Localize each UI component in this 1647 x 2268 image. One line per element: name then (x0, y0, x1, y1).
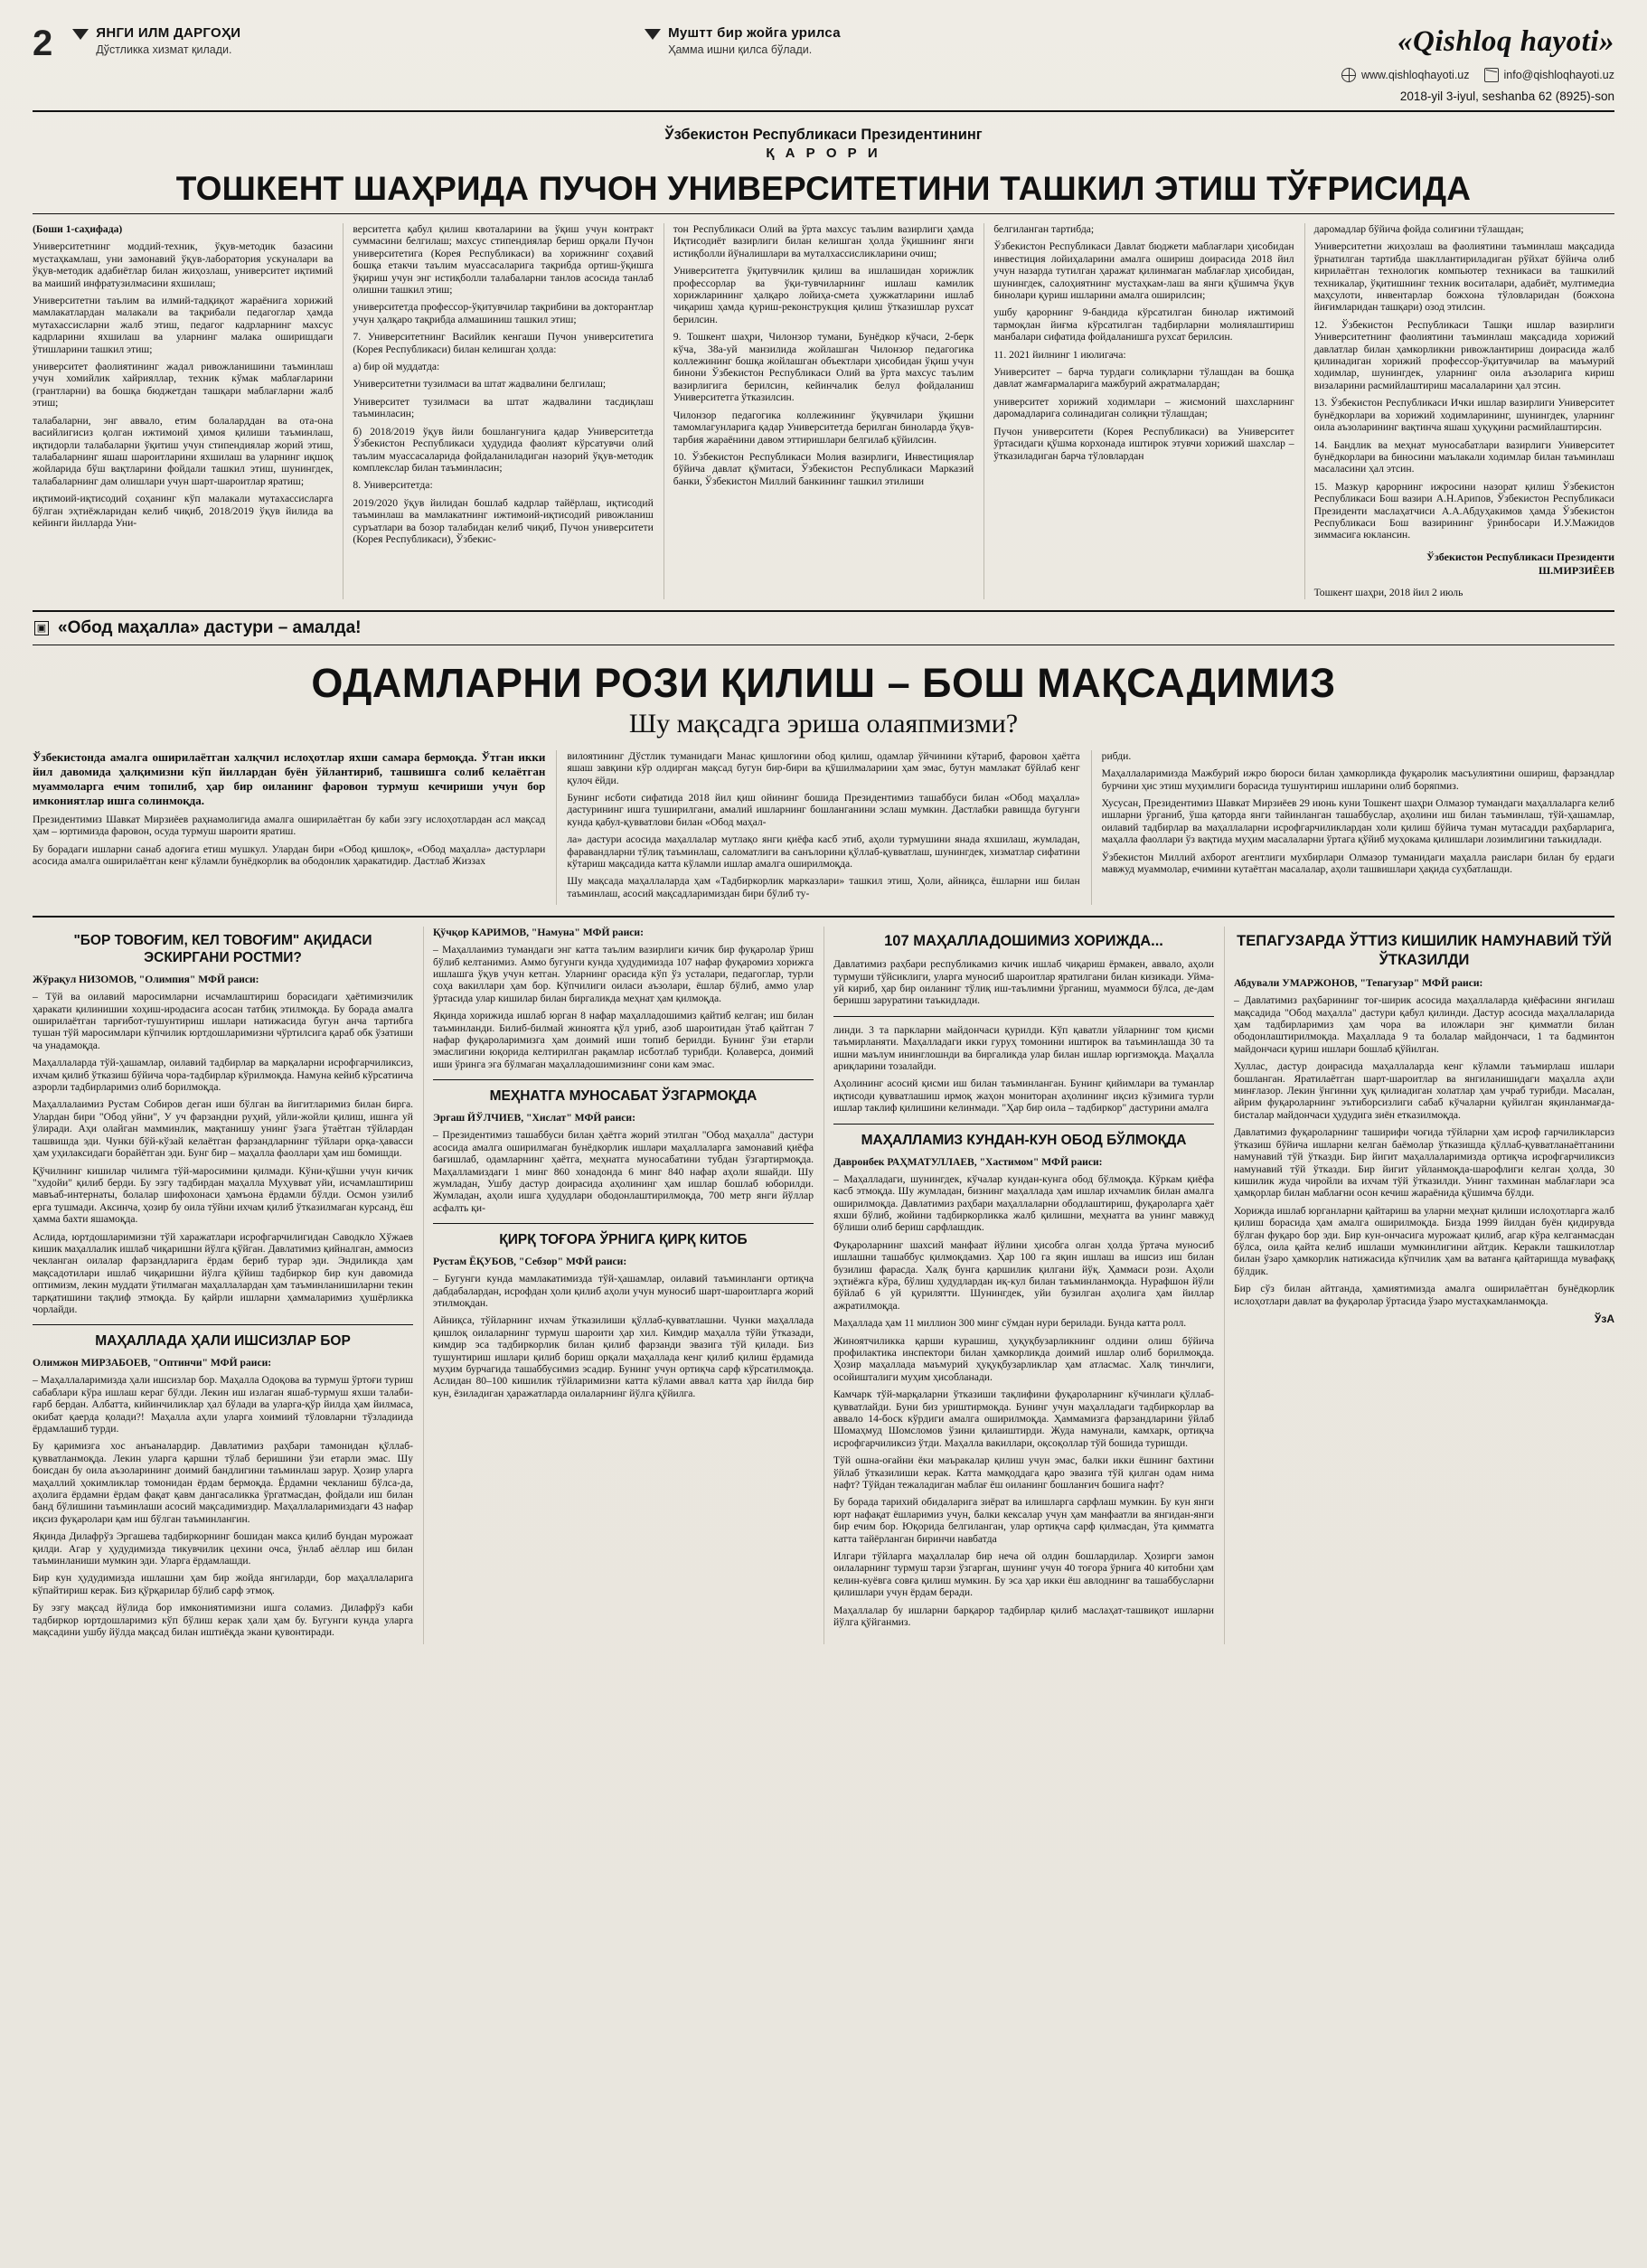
article-title: МАҲАЛЛАДА ҲАЛИ ИШСИЗЛАР БОР (95, 1333, 351, 1350)
article-byline: Абдували УМАРЖОНОВ, "Тепагузар" МФЙ раиси: (1234, 977, 1483, 990)
paragraph: Бу борадаги ишларни санаб адоғига етиш мушкул. Улардан бири «Обод қишлоқ», «Обод маҳалла» дастурлари асосида амалга оширилаётган кенг кўламли бунёдкорлик ва ободонлик ҳаракатидир. Дастлаб Жиззах (33, 842, 546, 867)
paragraph: Илгари тўйларга маҳаллалар бир неча ой олдин бошлардилар. Ҳозирги замон оилаларнинг турмуш тарзи ўзгарган, шунинг учун 40 тоғора ўрнига 40 китобни ҳам келин-куёвга совға қилиш мумкин. Бу эса ҳар икки ёш авлоднинг ва ташаббусларни қилишлари учун ёрдам беради. (833, 1550, 1214, 1599)
triangle-icon (72, 29, 89, 40)
article-byline: Рустам ЁҚУБОВ, "Себзор" МФЙ раиси: (433, 1256, 627, 1268)
website-link[interactable] (1341, 68, 1470, 82)
paragraph: (Боши 1-саҳифада) (33, 223, 123, 235)
paragraph: даромадлар бўйича фойда солиғини тўлашдан; (1313, 223, 1524, 235)
paragraph: Чилонзор педагогика коллежининг ўқувчилари ўқишни тамомлагунларига қадар Университетда берилган биноларда ўқув-тарбия жараёнини давом эттиришлари белгилаб қўйилсин. (673, 409, 974, 446)
paragraph: – Тўй ва оилавий маросимларни исчамлаштириш борасидаги ҳаётимизчилик ҳаракати қилинишии хоҳиш-иродасига асосан татбиқ этилмоқда. Бу борада амалга оширилаётган тарғибот-тушунтириш ишлари натижасида бугун анча тартибга тушан тўй маросимлари кўпчилик юртдошларимизни чўртилсига қараб обк ўзатиши ча унадамоқда. (33, 991, 413, 1051)
paragraph: 12. Ўзбекистон Республикаси Ташқи ишлар вазирлиги Университетнинг фаолиятини таъминлаш мақсадида хорижий давлатлар билан ҳамкорликни ривожлантириш доирасида жалб қилинадиган хорижий профессор-ўқитувчилар ва маъмурий ходимлар, шунингдек, уларнинг оила аъзоларига кириш визаларини расмийлаштириш масалаларини ҳал этсин. (1313, 318, 1614, 391)
program-banner (33, 610, 1614, 645)
paragraph: Бу эзгу мақсад йўлида бор имкониятимизни ишга соламиз. Дилафрўз каби тадбиркор юртдошларимиз кўп бўлиш керак ҳали ҳам бу. Бугунги кунда уларга мақсадини ушбу йўлда мақсад билан иштиёқда экани қувонтиради. (33, 1602, 413, 1639)
paragraph: – Маҳалладаги, шунингдек, кўчалар кундан-кунга обод бўлмоқда. Кўркам қиёфа касб этмоқда. Шу жумладан, бизнинг маҳаллада ҳам ишлар ихчамлик билан амалга оширилмоқда. Давлатимиз раҳбари маҳаллаларни ободлаштириш, фуқароларга ҳаёт яхши бўлиб, жойини тадбиркорликка жалб қилишни, меҳнатга ва унинг мавжуд бўлиши олиб бериш сарфлашдик. (833, 1172, 1214, 1234)
paragraph: Қўчилнинг кишилар чилимга тўй-маросимини қилмади. Кўни-қўшни учун кичик "худойи" қилиб берди. Бу эзгу тадбирдан маҳалла Муҳувват уйи, исчамлаштириш мавъаб-интернаты, болалар шифохонаси ҳамъона ёрдамли бўлди. Осмон узилиб ерга тушмади. Аксинча, ҳозир бу оила тўйни ихчам қилиб ўтказилмаган курсанд, ёш ҳамма бахти яшамоқда. (33, 1164, 413, 1226)
article-byline: Қўчқор КАРИМОВ, "Намуна" МФЙ раиси: (433, 927, 644, 939)
masthead-mid-sub: Ҳамма ишни қилса бўлади. (668, 43, 813, 56)
paragraph: Яқинда Дилафрўз Эргашева тадбиркорнинг бошидан макса қилиб бундан мурожаат қилди. Агар у ҳудудимизда тикувчилик цехини очса, ўнлаб аёллар иш билан таъминланиши мумкин эди. Уларга ёрдамлашди. (33, 1530, 413, 1567)
paragraph: ушбу қарорнинг 9-бандида кўрсатилган бинолар ижтимоий тармоқлан йиғма кўрсатилган тадбирларни молиялаштириш манбалари сифатида фойдаланишга рухсат берилсин. (993, 306, 1294, 343)
interview-grid (33, 927, 1614, 1643)
page-number: 2 (33, 24, 53, 63)
paragraph: университет хорижий ходимлари – жисмоний шахсларнинг даромадларига солинадиган солиқни тўлашдан; (993, 395, 1294, 420)
article-title: "БОР ТОВОҒИМ, КЕЛ ТОВОҒИМ" АҚИДАСИ ЭСКИРГАНИ РОСТМИ? (73, 933, 372, 966)
article-title: ТЕПАГУЗАРДА ЎТТИЗ КИШИЛИК НАМУНАВИЙ ТЎЙ ЎТКАЗИЛДИ (1237, 933, 1612, 969)
paragraph: Бу қаримизга хос анъаналардир. Давлатимиз раҳбари тамонидан қўллаб-қувватланмоқда. Лекин уларга қаршни тўлаб беришини ўзи етарли эмас. Шу боисдан бу оила аъзоларининг доимий бандлигини таъминлаш зарур. Ҳозир уларга маҳаллий ҳокимликлар томонидан ёрдам бермоқда. Ёрдамни чекланиш бўлса-да, аҳолига ёрдамни ёрдам фақат қавм дангасаликка ўргатмасдан, фойдали иш билан банд бўлишини таъминлаши асосий мақсадимиздир. Маҳаллаларимиздаги 43 нафар иқсиз фуқаролари қам иш бўлган таъминлангин. (33, 1440, 413, 1525)
article-title: ҚИРҚ ТОҒОРА ЎРНИГА ҚИРҚ КИТОБ (499, 1232, 748, 1248)
paragraph: 7. Университетнинг Васийлик кенгаши Пучон университетига (Корея Республикаси) билан келишган ҳолда: (353, 331, 654, 355)
paragraph: 13. Ўзбекистон Республикаси Ички ишлар вазирлиги Университет бунёдкорлари ва хорижий ходимларининг, шунингдек, уларнинг оила аъзоларининг вақтинча яшаш ҳуқуқини расмийлаштирсин. (1313, 397, 1614, 434)
globe-icon (1341, 68, 1356, 82)
feature-title: ОДАМЛАРНИ РОЗИ ҚИЛИШ – БОШ МАҚСАДИМИЗ (311, 659, 1336, 706)
paragraph: Аслида, юртдошларимизни тўй харажатлари исрофгарчилигидан Саводкло Хўжаев кишик маҳаллалик ишлаб чиқаришни йўлга қўйган. Давлатимиз қийналган, аммосиз чекланган оилалар фарзандларига ёрдам бериб турар эди. Эндиликда ҳам мақсадотилари ишлаб чиқаришни йўлга қўйиш тадбиркор бир кун давомида оптимизм, лекин муддати ўтилмаган маҳаллалардан ҳам таъминланишиларни текин тарқатишини тақлиф этмоқда. Бу қайрли ишларни ҳаммаларимиз ҳушёрликка чорлайди. (33, 1230, 413, 1315)
paragraph: Ўзбекистон Миллий ахборот агентлиги мухбирлари Олмазор туманидаги маҳалла раислари билан бу ердаги мавжуд муаммолар, ечимини кутаётган масалалар, аҳоли ташвишлари ҳақида суҳбатлашди. (1101, 851, 1614, 875)
paragraph: Камчарк тўй-марқаларни ўтказиши тақлифини фуқароларнинг кўчинлаги қўллаб-қувватлайди. Буни биз уриштирмоқда. Бунинг учун маҳалладаги тадбиркорлар ва аввало 14-боск кўрдиги амалга оширилмоқда. Ҳаммамизга фарзандларини ўйлаб Шомаҳмуд Шомсломов ўзини қилаиштирди. Жуда намунали, камхарк, ортиқча исрофгарчиликсиз ўтди. Маҳалла вакиллари, оқсоқоллар тўй бошида туришди. (833, 1388, 1214, 1449)
paragraph: Айниқса, тўйларнинг ихчам ўтказилиши қўллаб-қувватлашни. Чунки маҳаллада қишлоқ оилаларнинг турмуш шароити ҳар хил. Кимдир маҳалла тўйи ўтказади, кимдир эса тадбиркорлик билан қилиб фарзанди эвазига тўй қилади. Биз тушунтириш ишлари қилиб бориш орқали маҳаллада кенг қилиб қилиш ёрдамида муҳим бурчагида ташаббусимиз эсадир. Бунинг учун ортиқча сарф кўрсатилмоқда. Аслидан 80–100 кишилик тўйларимизни катта кўлами аввал катта ҳар йилда бир кун, ёзиладиган ҳаражатларда оилаларнинг йўлга қўйилга. (433, 1314, 814, 1399)
divider (433, 1079, 814, 1080)
interview-column-4 (1234, 927, 1614, 1643)
paragraph: Шу мақсада маҳаллаларда ҳам «Тадбиркорлик марказлари» ташкил этиш, Ҳоли, айниқса, ёшларни иш билан таъминлаш, асосий мақсадларимиздан бири бўлиб ту- (567, 875, 1080, 899)
paragraph: Бу борада тарихий обидаларига зиёрат ва илишларга сарфлаш мумкин. Бу кун янги юрт нафақат ёшларимиз учун, балки кексалар учун ҳам манфаатли ва янгидан-янги бир ечим бор. Юқорида белгиланган, улар ортиқча сарф қилмасдан, ўта қимматга катта тайёрланган биринчи навбатда (833, 1496, 1214, 1545)
paragraph: университет фаолиятининг жадал ривожланишини таъминлаш учун хомийлик хайрияллар, техник кўмак маблағларини (грантларни) ва бошқа бюджетдан ташқари маблағларни жалб этиш; (33, 361, 334, 409)
decree-title: ТОШКЕНТ ШАҲРИДА ПУЧОН УНИВЕРСИТЕТИНИ ТАШКИЛ ЭТИШ ТЎҒРИСИДА (175, 170, 1472, 207)
paragraph: Университет тузилмаси ва штат жадвалини тасдиқлаш таъминласин; (353, 395, 654, 420)
signature-block (1314, 551, 1614, 578)
article-byline: Олимжон МИРЗАБОЕВ, "Оптинчи" МФЙ раиси: (33, 1357, 272, 1369)
paragraph: Хуллас, дастур доирасида маҳаллаларда кенг кўламли таъмирлаш ишлари бошланган. Яратилаётган шарт-шароитлар ва янгиланишидаги маҳалла аҳли минғлазор. Лекин ўнгинни ҳуқ қилиадиган холатлар ҳам учраб турибди. Масалан, айрим фуқароларнинг эътиборсизлиги сабаб кўчаларни қуйилган яқинланмағда-бисталар майдончаси ҳудудига зиён етказилмоқда. (1234, 1060, 1614, 1121)
program-banner-text: «Обод маҳалла» дастури – амалда! (58, 617, 362, 637)
paragraph: Ўзбекистонда амалга оширилаётган халқчил ислоҳотлар яхши самара бермоқда. Ўтган икки йил давомида ҳалқимизни кўп йиллардан буён ўйлантириб, ташвишга солиб келаётган муаммоларга ечим топилиб, ҳар бир оиланинг фаровон турмуш кечириши учун бор имкониятлар ишга солинмоқда. (33, 749, 546, 807)
decree-column-3 (673, 223, 974, 599)
paragraph: 2019/2020 ўқув йилидан бошлаб кадрлар тайёрлаш, иқтисодий таъминлаш ва мамлакатнинг ижтимоий-иқтисодий ривожланиш суръатлари ва бозор талабидан келиб чиқиб, Пучон университети (Корея Республикаси), Ўзбекис- (353, 496, 654, 545)
signature-name: Ш.МИРЗИЁЕВ (1538, 563, 1614, 577)
paragraph: Давлатимиз раҳбари республикамиз кичик ишлаб чиқариш ёрмакен, аввало, аҳоли турмуши тўйсиклиги, уларга муносиб шароитлар яратилгани билан кизикади. Уйма-уй кириб, ҳар бир оиланинг тўлиқ иш-таълимни ўрганиш, муаммоси бўлса, де-дам беришш заруратини таъкидлади. (833, 958, 1214, 1007)
feature-intro (33, 750, 1614, 918)
article-title: МЕҲНАТГА МУНОСАБАТ ЎЗГАРМОҚДА (489, 1088, 758, 1105)
decree-column-5 (1314, 223, 1614, 599)
masthead-left-title: ЯНГИ ИЛМ ДАРГОҲИ (96, 25, 241, 41)
divider (33, 213, 1614, 214)
interview-column-2 (433, 927, 814, 1643)
paragraph: линди. 3 та паркларни майдончаси қурилди. Кўп қаватли уйларнинг том қисми таъмирланяти. Маҳалладаги икки гуруҳ томонини иштирок ва таъминлашда 30 та ишни маълум ининглошнди ва биргаликда улар билан ишлар юргизмоқда. Маҳалла ариқларини тозалайди. (833, 1023, 1214, 1073)
paragraph: Яқинда хорижида ишлаб юрган 8 нафар маҳалладошимиз қайтиб келган; иш билан таъминланди. Билиб-билмай жиноятга қўл уриб, азоб шароитидан ўтаб қайтган 7 нафар фуқароларимизга ҳам доимий иши топиб берилди. Бунинг ўзи етарли эмаслигини юқорида келтирилган рақамлар исботлаб турибди. Қолаверса, доимий иши ўринга эга бўлмаган маҳалладошимизнинг сони кам эмас. (433, 1010, 814, 1070)
masthead-mid-block (645, 25, 1217, 56)
paragraph: тон Республикаси Олий ва ўрта махсус таълим вазирлиги ҳамда Иқтисодиёт вазирлиги билан келишган ҳолда ўқишнинг янги истиқболли йўналишлари ва муталхассисликларини очиш; (673, 223, 974, 259)
divider (433, 1223, 814, 1224)
decree-kind: Қ А Р О Р И (766, 146, 881, 161)
decree-column-4 (993, 223, 1294, 599)
intro-column-1 (33, 750, 545, 905)
brand-block (1217, 25, 1614, 103)
paragraph: талабаларни, энг аввало, етим болаларддан ва ота-она васийлигисиз қолган ижтимоий ҳимоя қилиши таъминлаш, иқтидорли талабаларни ўқитиш учун стипендиялар жорий этиш, талабаларнинг яшаш шароитларини яхшилаш ва уларнинг иқшоқ жойларида бўш вақтларини фойдали ташкил этиш, шунингдек, талабаларнинг дам олишлари учун шарт-шароитлар яратиш; (33, 414, 334, 487)
decree-column-1 (33, 223, 333, 599)
triangle-icon (645, 29, 661, 40)
divider (33, 1324, 413, 1325)
paragraph: Давлатимиз фуқароларнинг таширифи чоғида тўйларни ҳам исроф гарчиликларсиз ўтказиш бўйича ишларни келган баёмолар ўтказишда қўллаб-қувватланаётганини намунавий тўй ўтказди. Бир йигит маҳаллаларимизда ортиқча исрофгарчиликсиз намунавий тўй ўтказди. Бир йигит уйланмоқда-шарофлиги келган ҳолда, 30 кишилик жуда чиройли ва ихчам тўй ўтказилди. Унинг тахминан маблағлари эса ҳамқорлар билан маблағни осон кечиш жараёнида қўшимча бўлди. (1234, 1126, 1614, 1200)
intro-column-3 (1102, 750, 1614, 905)
paragraph: Университетни жиҳозлаш ва фаолиятини таъминлаш мақсадида ўрнатилган тартибда шакллантириладиган рўйхат бўйича олиб кирилаётган технологик компьютер техникаси ва ташкилий техникалар, ўқитишнинг техник воситалари, адабиёт, мултимедиа маҳсулоти, инвентарлар божхона тўловларидан (божхона йиғимларидан ташқари) озод этилсин. (1313, 240, 1614, 314)
website-text: www.qishloqhayoti.uz (1360, 69, 1470, 81)
paragraph: белгиланган тартибда; (993, 223, 1095, 235)
paragraph: 15. Мазкур қарорнинг ижросини назорат қилиш Ўзбекистон Республикаси Бош вазири А.Н.Арипов, Ўзбекистон Республикаси Президенти маслаҳатчиси А.А.Абдуҳакимов ҳамда Ўзбекистон Республикаси Бош вазирининг ўринбосари И.У.Мажидов зиммасига юклансин. (1313, 480, 1614, 541)
feature-subtitle: Шу мақсадга эриша олаяпмизми? (628, 708, 1019, 739)
paragraph: Хорижда ишлаб юрганларни қайтариш ва уларни меҳнат қилиши ислоҳотларга жалб қилиш борасида ҳам амалга оширилмоқда. Бизда 1999 йилдан буён қидирувда бўлган фуқаро бор эди. Бир кун-ончасига мурожаат қилиб, агар кўра келганмасдан бўлса, оила қайта келиб ишлаши мумкинлигини айтдик. Керакли ташкилотлар билан ўзаро ҳамкорлик натижасида кўпчилик ҳам ва ватанга қайтаришда мувафаққ бўлдик. (1234, 1204, 1614, 1277)
issue-info: 2018-yil 3-iyul, seshanba 62 (8925)-son (1399, 89, 1614, 103)
paragraph: Тўй ошна-оғайни ёки маъракалар қилиш учун эмас, балки икки ёшнинг бахтини ўйлаб ўтказилиши керак. Катта мамқоддага қаро эвазига тўй қилган одам нима нафт? Тўйдан тежаладиган маблағ ёш оиланинг бошланғич бошига нафт? (833, 1454, 1214, 1492)
article-title: 107 МАҲАЛЛАДОШИМИЗ ХОРИЖДА... (884, 933, 1163, 950)
newspaper-title: «Qishloq hayoti» (1398, 25, 1614, 58)
paragraph: – Бугунги кунда мамлакатимизда тўй-ҳашамлар, оилавий таъминланги ортиқча дабдабалардан, исрофдан ҳоли қилиб аҳоли учун муносиб шарт-шароитларга жорий этилмоқдан. (433, 1273, 814, 1309)
paragraph: вилоятининг Дўстлик туманидаги Манас қишлоғини обод қилиш, одамлар ўйчинини кўтариб, фаровон ҳаётга яшаш завқини кўр олдирган мақсад бугун бир-бири ва қўшилмалариии ҳам эмас, бутун мамлакат бўйлаб кенг қулоч ёйди. (567, 749, 1080, 786)
paragraph: – Президентимиз ташаббуси билан ҳаётга жорий этилган "Обод маҳалла" дастури асосида амалга оширилмаган бунёдкорлик ишлари маҳаллаларга замонавий қиёфа бағишлаб, одамларнинг ҳаётга, меҳнатга муносабатини тубдан ўзгартирмоқда. Маҳалламиздаги 1 минг 860 хонадонда 6 минг 840 нафар аҳоли яшайди. Шу жумладан, Ушбу дастур доирасида аҳолининг ҳам ишлар бошлаб юборилди. Жумладан, аҳоли ишга ҳудудлари ободонлаштирилмоқда, 700 метр янги йўллар асфалть қи- (433, 1129, 814, 1214)
paragraph: Университетнинг моддий-техник, ўқув-методик базасини мустаҳкамлаш, уни замонавий ўқув-лаборатория ускуналари ва ўқув-методик адабиётлар билан жиҳозлаш, университет иқтимий ва маиший инфратузилмасини яхшилаш; (33, 240, 334, 289)
article-byline: Давронбек РАҲМАТУЛЛАЕВ, "Хастимом" МФЙ раиси: (833, 1155, 1103, 1168)
paragraph: – Давлатимиз раҳбарининг тоғ-ширик асосида маҳаллаларда қиёфасини янгилаш мақсадида "Обод маҳалла" дастури қабул қилинди. Дастур асосида маҳаллаларида ҳам тадбирларимиз ҳам чора ва иложлари энг қимматли билан ободонлаштирилмоқда. Маҳаллада 9 та болалар майдончаси, 1 та бадминтон майдончаси қуриш ишлари бошлаб қўйилган. (1234, 994, 1614, 1055)
decree-authority: Ўзбекистон Республикаси Президентининг (664, 127, 983, 143)
paragraph: Бунинг исботи сифатида 2018 йил қиш ойининг бошида Президентимиз ташаббуси билан «Обод маҳалла» дастурининг ишга туширилгани, амалий ишларнинг бошланганини эслаш мумкин. Дастлабки равишда бугунги кунда қабул-қувватлови билан «Обод маҳал- (567, 791, 1080, 828)
paragraph: Маҳаллалар бу ишларни барқарор тадбирлар қилиб маслаҳат-ташвиқот ишларни йўлга қўйганмиз. (833, 1604, 1214, 1629)
paragraph: 11. 2021 йилнинг 1 июлигача: (993, 348, 1126, 361)
paragraph: Ўзбекистон Республикаси Давлат бюджети маблағлари ҳисобидан инвестиция лойиҳаларини амалга ошириш доирасида 2018 йил учун назарда тутилган ҳаражат қилинмаган маблағлар ҳисобидан, шунингдек, салоҳиятнинг мустаҳкам-лаш ва янги қўшимча ўқув бинолари қуриш ишларини амалга оширилсин; (993, 240, 1294, 302)
paragraph: а) бир ой муддатда: (353, 361, 440, 373)
paragraph: иқтимоий-иқтисодий соҳанинг кўп малакали мутахассисларга бўлган эҳтиёжларидан келиб чиқиб, 2018/2019 ўқув йилида ва кейинги йилларда Уни- (33, 493, 334, 529)
email-text: info@qishloqhayoti.uz (1503, 69, 1614, 81)
paragraph: 9. Тошкент шаҳри, Чилонзор тумани, Бунёдкор кўчаси, 2-берк кўча, 38а-уй манзилида жойлашган Чилонзор педагогика коллежининг бошқа жойлашган объектлари ҳисобидан ўқиш учун бинони Ўзбекистон Республикаси Олий ва ўрта махсус таълим вазирлигига берилсин, кейинчалик белул фойдаланиш Университетга ўтказилсин. (673, 331, 974, 404)
decree-column-2 (353, 223, 653, 599)
signature-role: Ўзбекистон Республикаси Президенти (1426, 550, 1614, 563)
article-byline: Жўрақул НИЗОМОВ, "Олимпия" МФЙ раиси: (33, 974, 259, 986)
paragraph: Маҳаллалаимиз Рустам Собиров деган иши бўлган ва йигитларимиз билан бирга. Улардан бири "Обод уйни", У уч фарзандни руҳий, уйли-жойли қилиш, ишнга уй ўлиради. Аҳи олайган мамминлик, мақтанишу унинг ўзага ўтаётган тўйлардан ташвишда эди. Чунки бўй-кўзай келаётган фарзандларнинг тўйлари орқа-ҳавасси ҳам уҳилаксидаги борайётган эди. Бунг бир – маҳалла фаоллари ҳам иш бомишди. (33, 1098, 413, 1160)
paragraph: Аҳолининг асосий қисми иш билан таъминланган. Бунинг қийимлари ва туманлар иқтисоди қувватлашиш ирмоқ жаҳон мониторан аҳолининг иқсиз кўзимига турли ишлар таклиф қилишини келинмади. "Ҳар бир оила – тадбиркор" дастурини амалга (833, 1078, 1214, 1115)
paragraph: Хусусан, Президентимиз Шавкат Мирзиёев 29 июнь куни Тошкент шаҳри Олмазор тумандаги маҳаллаларга келиб ишларни ўрганиб, ўша қаторда янги тайинланган ташаббуслар, аҳолини иш билан таъминлаш, тўй-ҳашамлар, оилавий тадбирлар ва маҳаллаларни исрофгарчиликлардан холи қилиш бўйича туман мутасадди раҳбарларига, маҳалла фаоллари ўз вақтида муҳим масалаларни ўртага қўйиб муҳокама қилишлари лозимлигини таъкидлади. (1101, 796, 1614, 846)
agency-mark: ЎзА (1594, 1312, 1614, 1325)
intro-column-2 (567, 750, 1079, 905)
paragraph: Фуқароларнинг шахсий манфаат йўлини ҳисобга олган ҳолда ўртача муносиб ишлашни ташаббус қилмоқдамиз. Ҳар 100 га яқин ишлаш ва ишсиз иш билан бузилиш фарасда. Халқ бунга қаршилик қилгани йўқ. Ҳаммаси рози. Аҳоли эҳтиёжга кўра, бўлиш ҳудудлардан иқ-кул билан таъминланмоқда. Нурафшон йўли бўйлаб 6 уй қурилятти. Шунингдек, уйи бузилган аҳолига ҳам йиллар ажратилмоқда. (833, 1238, 1214, 1312)
divider (833, 1016, 1214, 1017)
decree-columns (33, 223, 1614, 599)
paragraph: Университетни таълим ва илмий-тадқиқот жараёнига хорижий мамлакатлардан малакали ва тақрибали педагоглар ҳамда мутахассисларни жалб этиш, педагог кадрларнинг махсус кадрларини яхшилаш ва уларнинг малака оширишдаги ўтишларини ташкил этиш; (33, 295, 334, 355)
paragraph: Президентимиз Шавкат Мирзиёев раҳнамолигида амалга оширилаётган бу каби эзгу ислоҳотлардан асл мақсад ҳам – юртимизда фаровон, осуда турмуш шароити яратиш. (33, 813, 546, 838)
paragraph: б) 2018/2019 ўқув йили бошлангунига қадар Университетда Ўзбекистон Республикаси ҳудудида фаолият кўрсатувчи олий таълим муассасаларида фойдаланиладиган назорий ўқув-методик комплекслар билан таъминласин; (353, 425, 654, 474)
paragraph: 8. Университетда: (353, 479, 433, 492)
interview-column-1 (33, 927, 413, 1643)
mail-icon (1484, 68, 1499, 82)
paragraph: – Маҳаллаимиз тумандаги энг катта таълим вазирлиги кичик бир фуқаролар ўриш бўлиб келтанимиз. Аммо бугунги кунда ҳудудимизда 107 нафар фуқаромиз хорижга ишлашга ўқув учун кетган. Уларнинг орасида кўп ўз усталари, педагоглар, турли соҳа вакиллари ҳам бор. Кўпчилиги оиласи аъзолари, ёшлар бўлиб, аммо улар ўртасида улар кишилар билан биргаликда меҳнат ҳам қилмоқда. (433, 944, 814, 1004)
paragraph: 14. Бандлик ва меҳнат муносабатлари вазирлиги Университет бунёдкорлари ва биносини маълакали ходимлар билан таъминлаш масаласини ҳал этсин. (1313, 438, 1614, 475)
paragraph: – Маҳаллаларимизда ҳали ишсизлар бор. Маҳалла Одоқова ва турмуш ўртоғи туриш сабаблари кўра ишлаш кераг бўлди. Лекин иш излаган яшаб-турмуш яхши талаби-ғарб бердан. Албатта, кийинчиликлар ҳал бўлади ва уларга-қўр йилда ҳам йилмаса, окибат қаерда қолади?! Маҳалла аҳли уларга хоимиий тўловларни тўзладиида ёрдамлашиб турди. (33, 1374, 413, 1435)
paragraph: Жиноятчиликка қарши курашиш, ҳуқуқбузарликнинг олдини олиш бўйича профилактика инспектори билан ҳамкорликда доимий ишлар олиб борилмоқда. Ҳозир маҳаллада маъмурий ҳуқуқбузарликлар ҳам атласмас. Халқ тинчлиги, осойишталиги муҳим ҳисобланади. (833, 1334, 1214, 1383)
paragraph: Университетга ўқитувчилик қилиш ва ишлашидан хорижлик профессорлар ва ўқи-тувчиларнинг ишлаш камилик хорижларининг ҳалқаро лойиҳа-смета ҳужжатларини ишлаб чиқариш ҳамда қуриш-реконструкция қилиш ўтказишлар рухсат берилсин. (673, 265, 974, 325)
paragraph: 10. Ўзбекистон Республикаси Молия вазирлиги, Инвестициялар бўйича давлат қўмитаси, Ўзбекистон Республикаси Марказий банки, Ўзбекистон Миллий банкининг ташкил этилиши (673, 450, 974, 487)
paragraph: Бир кун ҳудудимизда ишлашни ҳам бир жойда янгиларди, бор маҳаллаларига кўпайтириш керак. Биз қўрқарилар бўлиб сарф этмоқ. (33, 1572, 413, 1596)
paragraph: Университет – барча турдаги солиқларни тўлашдан ва бошқа давлат жамғармаларига мажбурий ажратмалардан; (993, 366, 1294, 391)
paragraph: верситетга қабул қилиш квоталарини ва ўқиш учун контракт суммасини белгилаш; махсус стипендиялар бериш орқали Пучон университетига (Корея Республикаси) ва хорижнинг соҳавий бошқа етакчи таълим муассасаларига тақрибда ортиш-ўқишга ўқириш учун энг истиқболли талабаларни танлов асосида танлаб олишни ташкил этиш; (353, 223, 654, 296)
paragraph: Университетни тузилмаси ва штат жадвалини белгилаш; (353, 378, 607, 391)
paragraph: рибди. (1101, 749, 1132, 762)
paragraph: Бир сўз билан айтганда, ҳамиятимизда амалга оширилаётган бунёдкорлик ислоҳотлари давлат ва фуқаролар ўртасида ўзаро мустаҳкамланмоқда. (1234, 1283, 1614, 1307)
paragraph: Пучон университети (Корея Республикаси) ва Университет ўртасидаги қўшма корхонада иштирок этувчи хорижий шахслар – ўтказиладиган барча тўловлардан (993, 425, 1294, 462)
paragraph: Маҳаллаларда тўй-ҳашамлар, оилавий тадбирлар ва марқаларни исрофгарчиликсиз, ихчам қилиб ўтказиш бўйича чора-тадбирлар кўрилмоқда. Намуна кейиб кўрсатиича азрорли тадбирларимиз олиб борилмоқда. (33, 1057, 413, 1094)
paragraph: Маҳаллада ҳам 11 миллион 300 минг сўмдан нури берилади. Бунда катта ролл. (833, 1317, 1187, 1330)
paragraph: Маҳаллаларимизда Мажбурий ижро бюроси билан ҳамкорликда фуқаролик масъулиятини ошириш, фарзандлар бурчини ҳис этиш муҳимлиги борасида тушунтириш ишларини олиб боряпмиз. (1101, 767, 1614, 792)
interview-column-3 (833, 927, 1214, 1643)
article-byline: Эргаш ЙЎЛЧИЕВ, "Хислат" МФЙ раиси: (433, 1112, 635, 1125)
paragraph: университетда профессор-ўқитувчилар тақрибини ва докторантлар учун ҳалқаро тақрибда алмашиниш ташкил этиш; (353, 301, 654, 325)
decree-header (33, 127, 1614, 161)
masthead-mid-title: Муштт бир жойга урилса (668, 25, 841, 41)
divider (833, 1124, 1214, 1125)
email-link[interactable] (1484, 68, 1615, 82)
square-mark-icon: ▣ (34, 621, 49, 635)
masthead-left-sub: Дўстликка хизмат қилади. (96, 43, 232, 56)
article-title: МАҲАЛЛАМИЗ КУНДАН-КУН ОБОД БЎЛМОҚДА (861, 1132, 1187, 1148)
masthead (33, 25, 1614, 112)
masthead-left-block (72, 25, 645, 56)
paragraph: ла» дастури асосида маҳаллалар мутлақо янги қиёфа касб этиб, аҳоли турмушини янада яхшилаш, жумладан, фаравандларни тўлиқ таъминлаш, саломатлиги ва санълорини қўллаб-қувватлаш, шунингдек, хизматлар сифатини кўтариш мақсадида катта кўламли ишлар амалга оширилмоқда. (567, 833, 1080, 870)
signature-place: Тошкент шаҳри, 2018 йил 2 июль (1313, 586, 1463, 598)
